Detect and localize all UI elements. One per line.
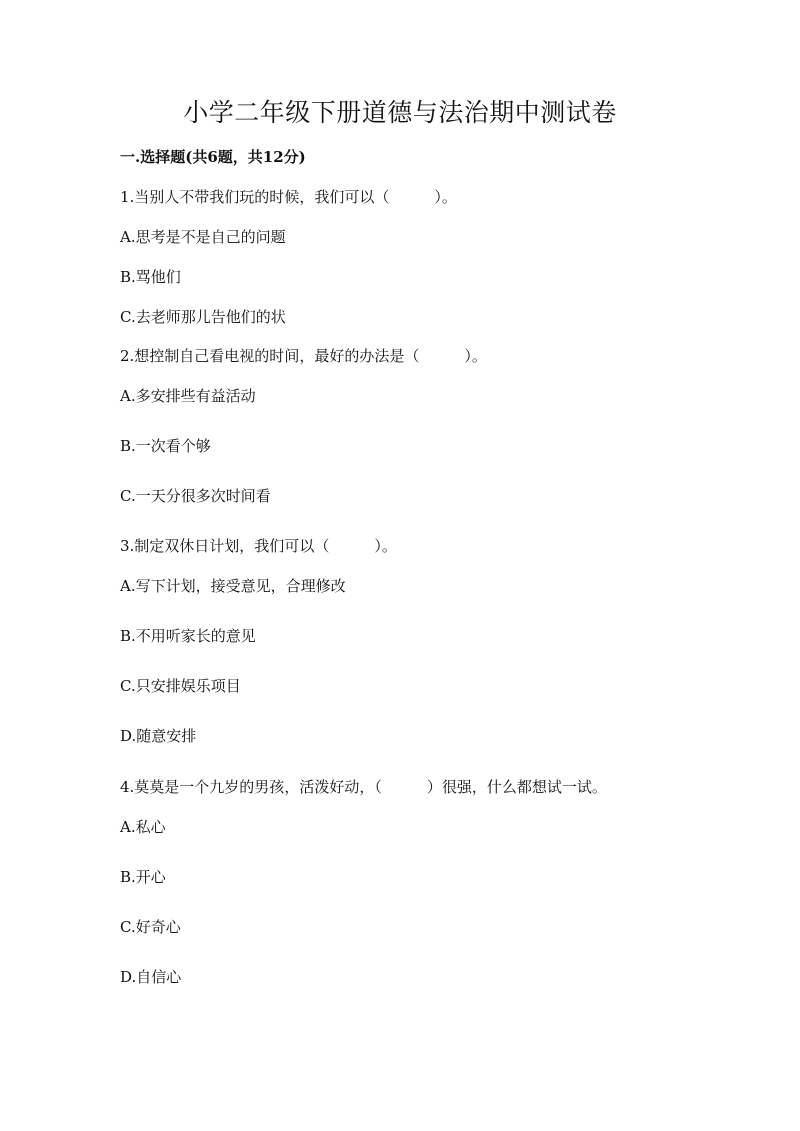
section-heading: 一.选择题(共6题，共12分) bbox=[120, 148, 306, 166]
question-1-option-a: A.思考是不是自己的问题 bbox=[120, 228, 286, 246]
question-1-option-c: C.去老师那儿告他们的状 bbox=[120, 308, 286, 326]
question-3-stem: 3.制定双休日计划，我们可以（ ）。 bbox=[120, 537, 397, 555]
page-title: 小学二年级下册道德与法治期中测试卷 bbox=[183, 98, 617, 127]
question-2-stem: 2.想控制自己看电视的时间，最好的办法是（ ）。 bbox=[120, 347, 487, 365]
question-1-option-b: B.骂他们 bbox=[120, 268, 181, 286]
question-3-option-c: C.只安排娱乐项目 bbox=[120, 677, 241, 695]
question-2-option-c: C.一天分很多次时间看 bbox=[120, 487, 271, 505]
question-2-option-b: B.一次看个够 bbox=[120, 437, 211, 455]
question-2-option-a: A.多安排些有益活动 bbox=[120, 387, 256, 405]
question-4-option-c: C.好奇心 bbox=[120, 918, 181, 936]
question-1-stem: 1.当别人不带我们玩的时候，我们可以（ ）。 bbox=[120, 188, 457, 206]
question-4-option-a: A.私心 bbox=[120, 818, 166, 836]
question-4-option-b: B.开心 bbox=[120, 868, 166, 886]
question-4-stem: 4.莫莫是一个九岁的男孩，活泼好动，（ ）很强，什么都想试一试。 bbox=[120, 778, 607, 796]
question-4-option-d: D.自信心 bbox=[120, 968, 182, 986]
question-3-option-d: D.随意安排 bbox=[120, 727, 197, 745]
question-3-option-a: A.写下计划，接受意见，合理修改 bbox=[120, 577, 346, 595]
question-3-option-b: B.不用听家长的意见 bbox=[120, 627, 256, 645]
